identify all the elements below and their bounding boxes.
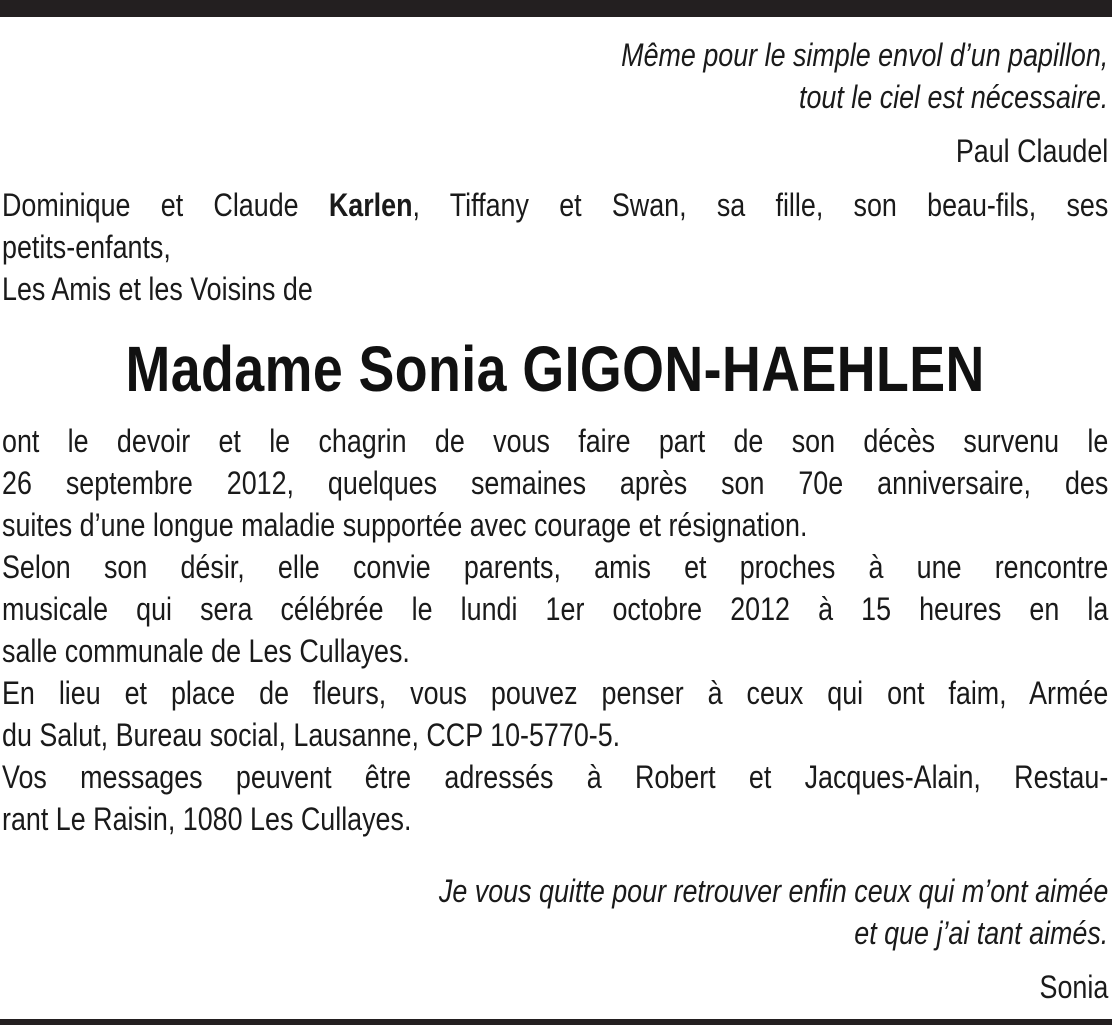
announcers-names: Dominique et Claude (2, 187, 329, 223)
body-line: musicale qui sera célébrée le lundi 1er octobre 2012 à 15 heures en la (2, 591, 1109, 627)
deceased-name: Madame Sonia GIGON-HAEHLEN (125, 333, 985, 405)
closing-line: et que j’ai tant aimés. (854, 915, 1109, 951)
announcers-line (2, 184, 1108, 226)
epigraph-author: Paul Claudel (955, 133, 1109, 169)
family-surname: Karlen (328, 187, 413, 223)
body-line: Vos messages peuvent être adressés à Robert et Jacques-Alain, Restau- (2, 759, 1109, 795)
closing-line: Je vous quitte pour retrouver enfin ceux qui m’ont aimée (438, 873, 1109, 909)
body-line: 26 septembre 2012, quelques semaines après son 70e anniversaire, des (2, 465, 1109, 501)
bottom-rule (0, 1019, 1112, 1025)
obituary-notice (2, 34, 1108, 1008)
notice-body (2, 420, 1108, 840)
announcers (2, 184, 1108, 310)
body-line: suites d’une longue maladie supportée avec courage et résignation. (2, 507, 808, 543)
body-line: ont le devoir et le chagrin de vous faire part de son décès survenu le (2, 423, 1109, 459)
body-line: rant Le Raisin, 1080 Les Cullayes. (2, 801, 412, 837)
announcers-relations: , Tiffany et Swan, sa fille, son beau-fils, ses (412, 187, 1109, 223)
epigraph-line: Même pour le simple envol d’un papillon, (621, 37, 1109, 73)
top-rule (0, 0, 1112, 17)
body-line: salle communale de Les Cullayes. (2, 633, 410, 669)
body-line: Selon son désir, elle convie parents, amis et proches à une rencontre (2, 549, 1109, 585)
body-line: du Salut, Bureau social, Lausanne, CCP 10-5770-5. (2, 717, 621, 753)
epigraph-line: tout le ciel est nécessaire. (799, 79, 1109, 115)
signature: Sonia (1039, 969, 1109, 1005)
body-line: En lieu et place de fleurs, vous pouvez penser à ceux qui ont faim, Armée (2, 675, 1109, 711)
epigraph-quote (2, 34, 1108, 118)
announcers-line: petits-enfants, (2, 229, 171, 265)
announcers-line: Les Amis et les Voisins de (2, 271, 313, 307)
closing-quote (2, 870, 1108, 954)
